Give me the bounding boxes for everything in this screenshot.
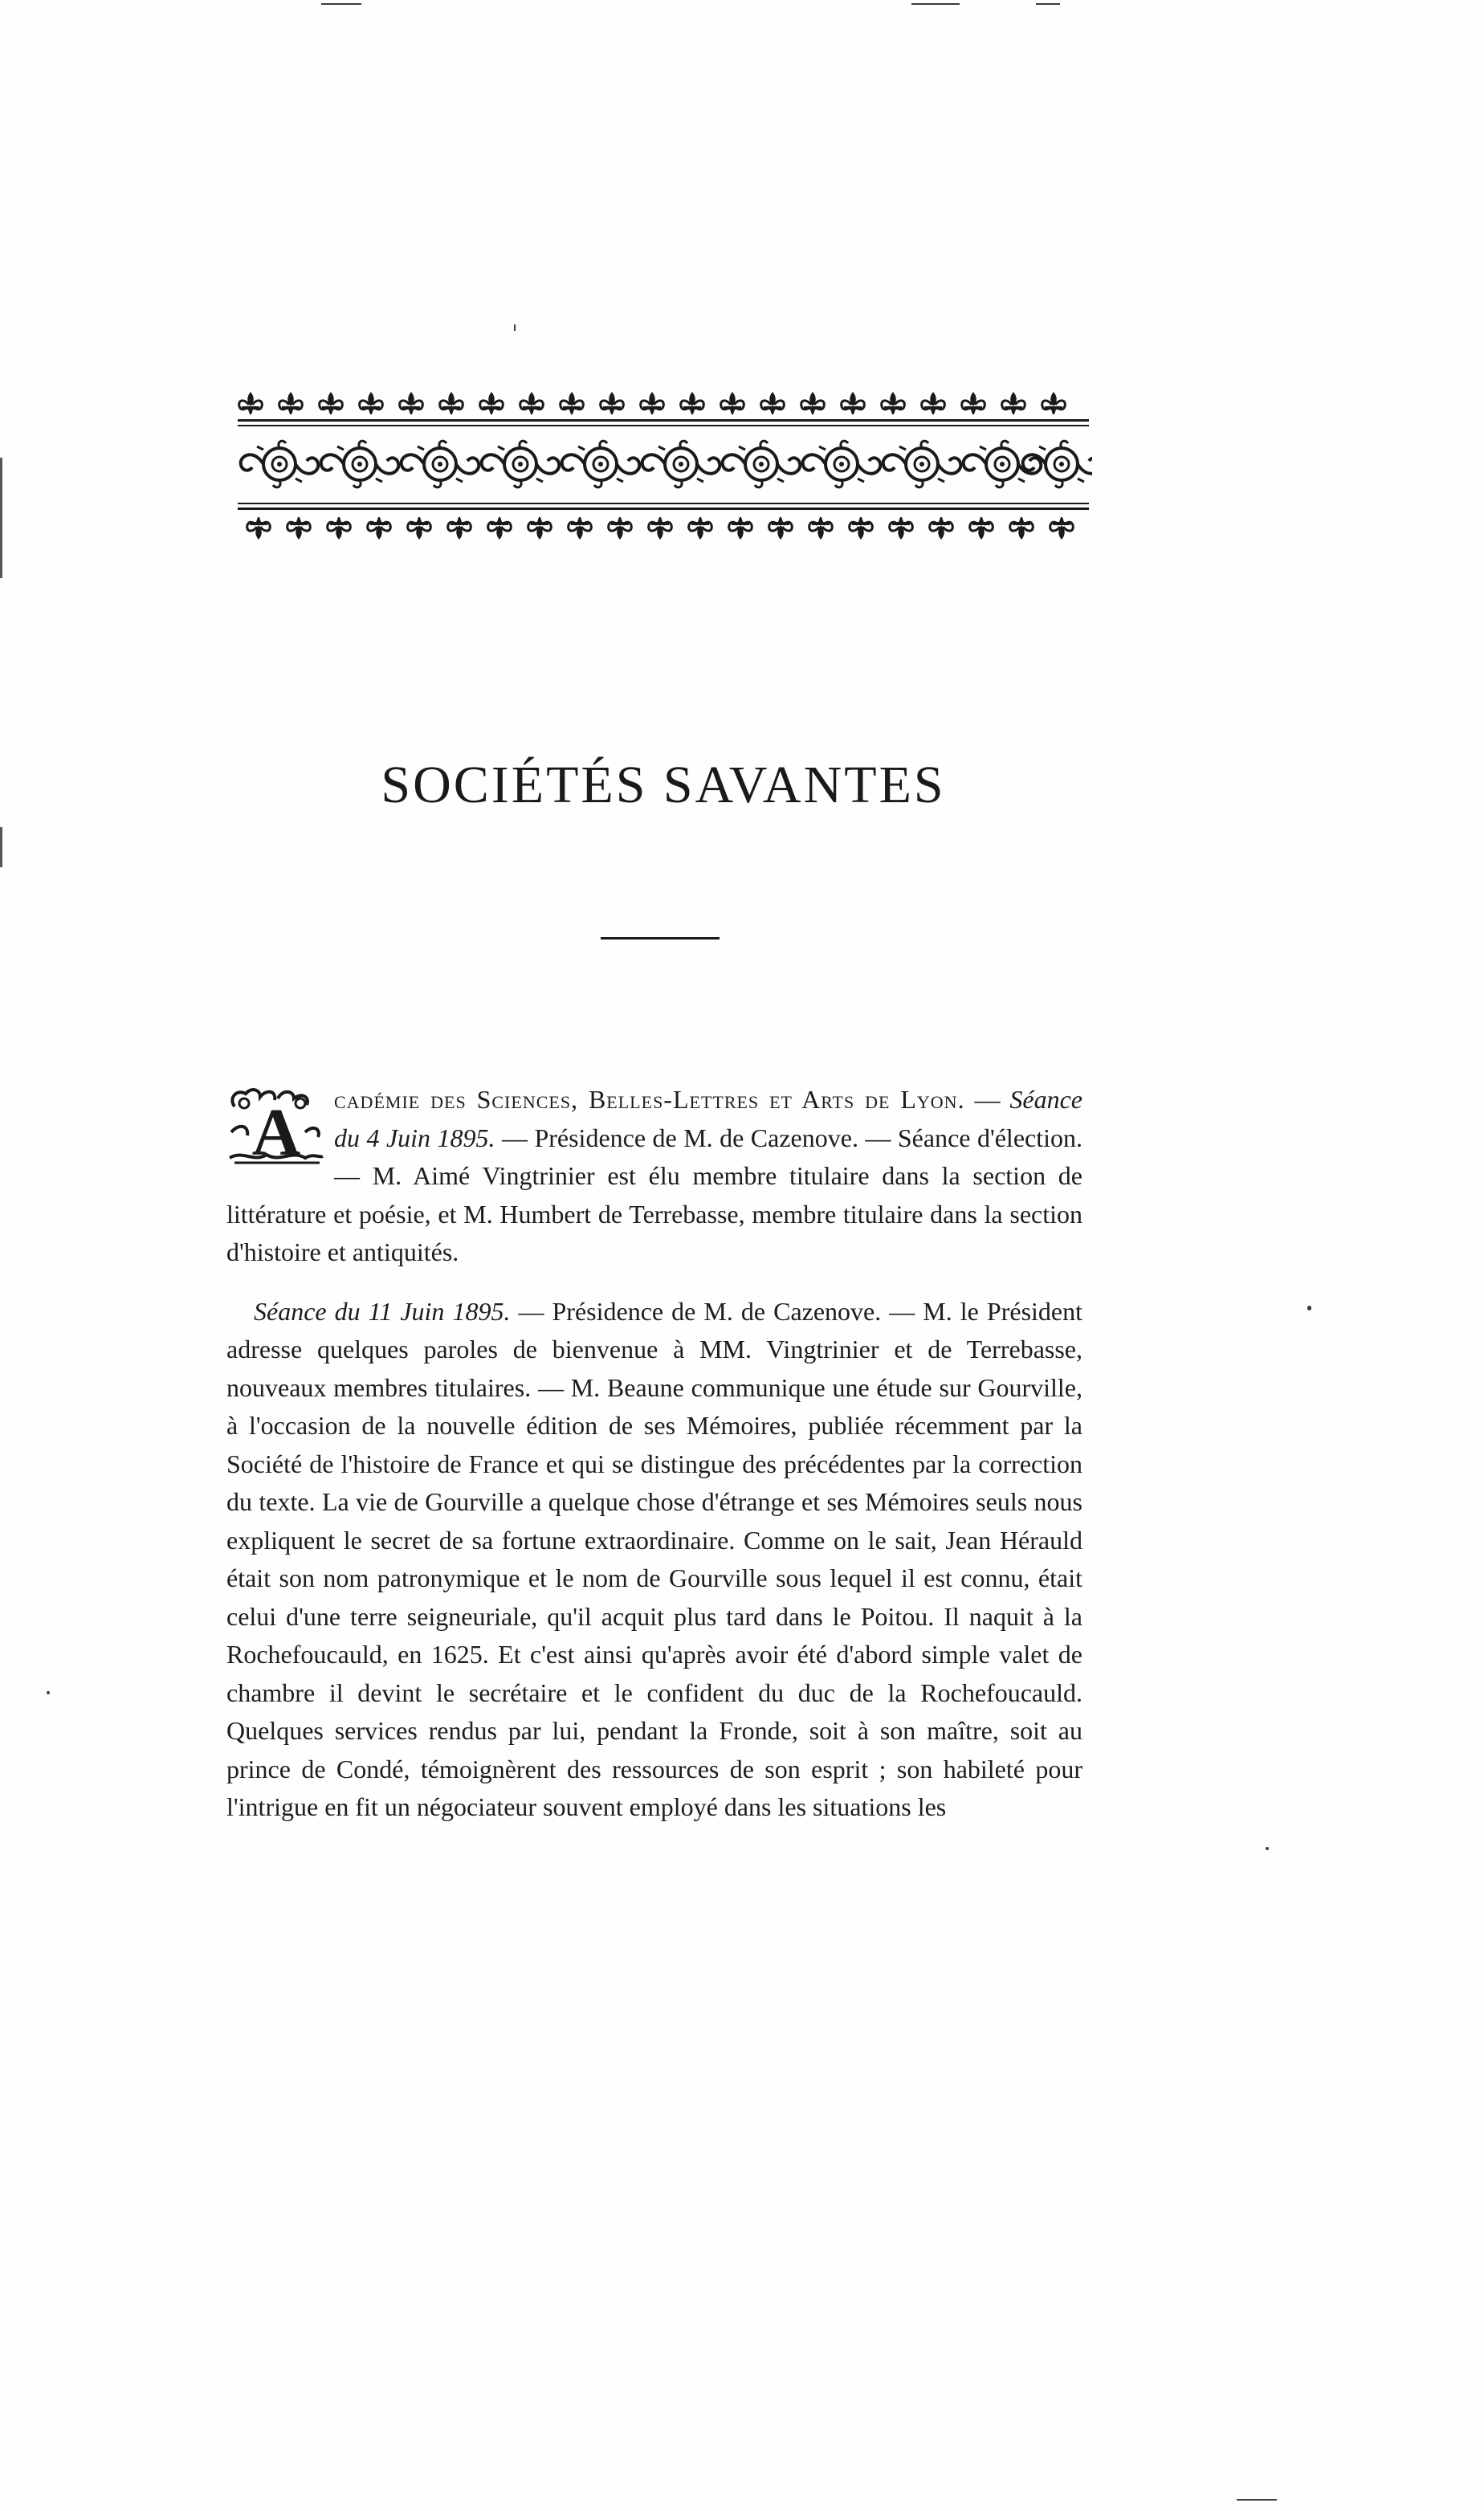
scan-speck bbox=[1266, 1847, 1269, 1850]
ornamental-dropcap bbox=[226, 1086, 326, 1166]
scrollwork-row-icon bbox=[241, 441, 1092, 487]
heading-dash: — bbox=[964, 1085, 1010, 1114]
academy-heading: cadémie des Sciences, Belles-Lettres et Arts de Lyon. bbox=[334, 1085, 965, 1114]
scan-speck bbox=[514, 324, 516, 331]
session-date: Séance du 11 Juin 1895. bbox=[254, 1296, 511, 1326]
scan-artifact-left bbox=[0, 827, 2, 867]
session-text: — Présidence de M. de Cazenove. — M. le Président adresse quelques paroles de bienvenue à MM. Vingtrinier et de Terrebasse, nouveaux membres titulaires. — M. Beaune communique une étude sur Gourville, à l'occasion de la nouvelle édition de ses Mémoires, publiée récemment par la Société de l'histoire de France et qui se distingue des précédentes par la correction du texte. La vie de Gourville a quelque chose d'étrange et ses Mémoires seuls nous expliquent le secret de sa fortune extraordinaire. Comme on le sait, Jean Hérauld était son nom patronymique et le nom de Gourville sous lequel il est connu, était celui d'une terre seigneuriale, qu'il acquit plus tard dans le Poitou. Il naquit à la Rochefoucauld, en 1625. Et c'est ainsi qu'après avoir été d'abord simple valet de chambre il devint le secrétaire et le confident du duc de la Rochefoucauld. Quelques services rendus par lui, pendant la Fronde, soit à son maître, soit au prince de Condé, témoignèrent des ressources de son esprit ; son habileté pour l'intrigue en fit un négociateur souvent employé dans les situations les bbox=[226, 1296, 1083, 1821]
page-title: SOCIÉTÉS SAVANTES bbox=[381, 756, 946, 814]
session-text: — Présidence de M. de Cazenove. — Séance d'élection. — M. Aimé Vingtrinier est élu membre titulaire dans la section de littérature et poésie, et M. Humbert de Terrebasse, membre titulaire dans la section d'histoire et antiquités. bbox=[226, 1123, 1082, 1266]
scan-artifact-bottom bbox=[1237, 2499, 1277, 2501]
ornamental-header-band bbox=[234, 384, 1092, 544]
inverted-fleur-de-lis-row-icon bbox=[247, 517, 1074, 540]
session-date: Séance du 4 Juin 1895. bbox=[334, 1085, 1082, 1152]
scan-artifact-top bbox=[911, 3, 960, 5]
scan-speck bbox=[1307, 1306, 1311, 1311]
article-body bbox=[226, 1081, 1082, 1827]
scan-artifact-left bbox=[0, 458, 2, 578]
scan-speck bbox=[47, 1691, 50, 1694]
paragraph-academy-session-2 bbox=[226, 1293, 1082, 1827]
scan-artifact-top bbox=[321, 3, 361, 5]
dropcap-letter: A bbox=[251, 1095, 301, 1166]
title-divider bbox=[601, 937, 720, 940]
paragraph-academy-session-1 bbox=[226, 1081, 1082, 1272]
fleur-de-lis-row-icon bbox=[239, 392, 1066, 414]
scan-artifact-top bbox=[1036, 3, 1060, 5]
